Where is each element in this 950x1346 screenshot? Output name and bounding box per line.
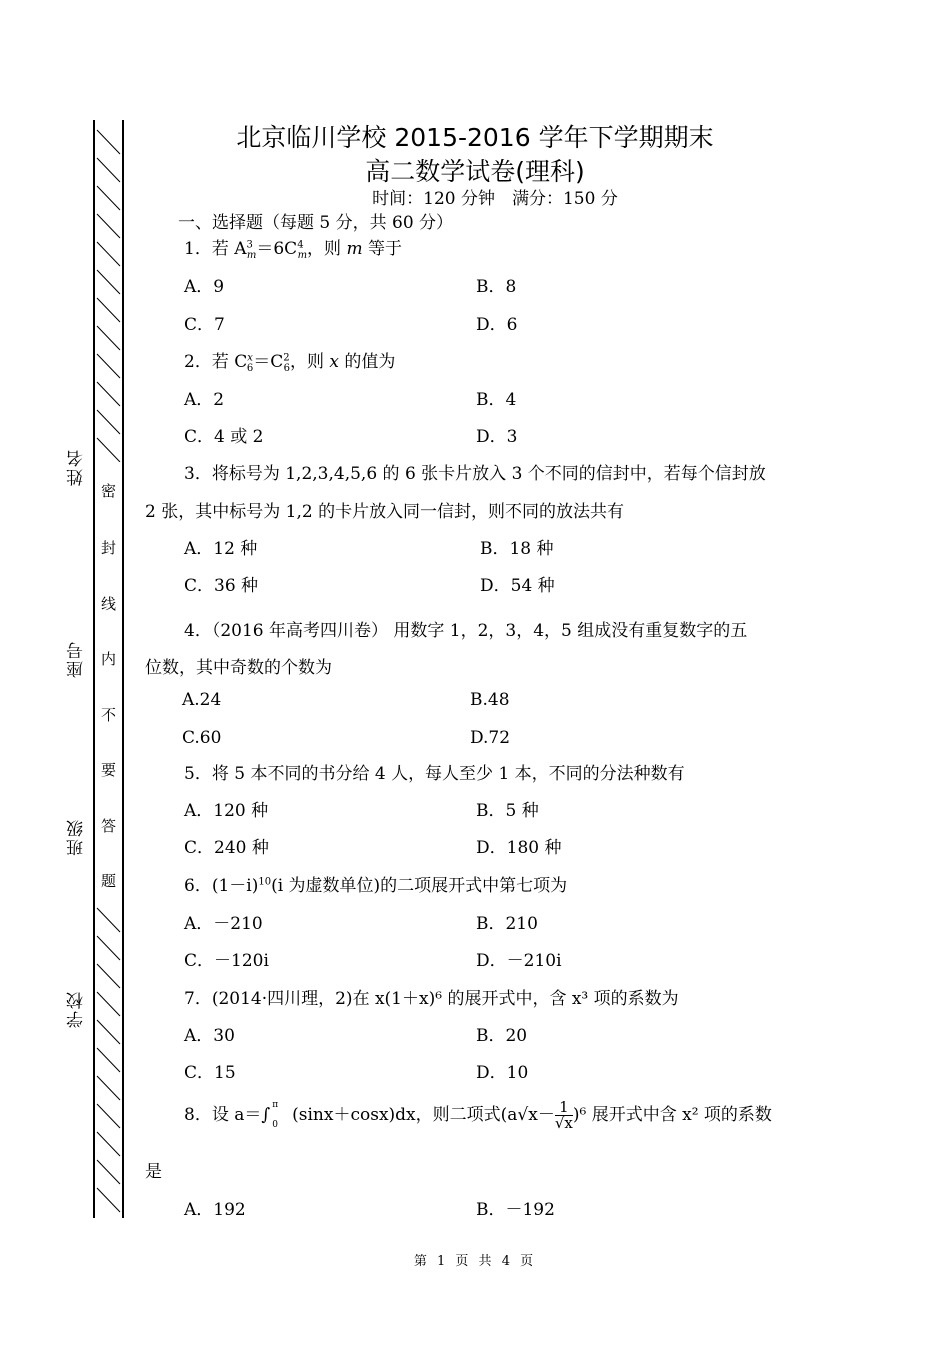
question-1-stem: 1．若 $A^3_m=6C^4_m$，则 m 等于 — [184, 239, 402, 262]
q1-stem-var: m — [346, 239, 363, 259]
q3-option-b[interactable]: B．18 种 — [480, 539, 554, 559]
question-5-stem: 5．将 5 本不同的书分给 4 人，每人至少 1 本，不同的分法种数有 — [184, 764, 685, 784]
q6-option-c[interactable]: C．－120i — [184, 951, 269, 971]
seal-char: 要 — [101, 761, 117, 779]
q4-option-c[interactable]: C.60 — [182, 728, 222, 748]
q5-option-d[interactable]: D．180 种 — [476, 838, 562, 858]
question-6-stem — [184, 871, 567, 896]
section-heading: 一、选择题（每题 5 分，共 60 分） — [178, 213, 454, 233]
seal-char: 题 — [101, 872, 117, 890]
q3-option-d[interactable]: D．54 种 — [480, 576, 555, 596]
q2-option-d[interactable]: D．3 — [476, 427, 518, 447]
q2-stem-b: ＝C — [253, 352, 284, 372]
q5-option-a[interactable]: A．120 种 — [184, 801, 269, 821]
question-4-line-2: 位数，其中奇数的个数为 — [145, 658, 332, 678]
q6-option-d[interactable]: D．－210i — [476, 951, 562, 971]
q2-stem-a: 2．若 C — [184, 352, 248, 372]
seal-char: 内 — [101, 650, 117, 668]
q4-option-a[interactable]: A.24 — [182, 690, 222, 710]
q2-stem-c: ，则 — [290, 352, 330, 372]
question-4-line-1: 4．（2016 年高考四川卷） 用数字 1，2，3，4，5 组成没有重复数字的五 — [184, 621, 748, 641]
q2-stem-d: 的值为 — [339, 352, 396, 372]
q1-option-a[interactable]: A．9 — [184, 277, 225, 297]
q6-option-a[interactable]: A．－210 — [184, 914, 263, 934]
question-2-stem: 2．若 $C^x_6=C^2_6$，则 x 的值为 — [184, 352, 396, 375]
q7-option-d[interactable]: D．10 — [476, 1063, 529, 1083]
q7-option-c[interactable]: C．15 — [184, 1063, 236, 1083]
label-school: 学校 — [67, 990, 87, 1028]
q8-stem-b: (sinx＋cosx)dx，则二项式(a√x－ — [292, 1105, 555, 1125]
q1-option-c[interactable]: C．7 — [184, 315, 225, 335]
q2-option-a[interactable]: A．2 — [184, 390, 225, 410]
q8-stem-a: 8．设 a＝∫ — [184, 1105, 271, 1125]
label-seat: 座号 — [67, 640, 87, 678]
q7-option-a[interactable]: A．30 — [184, 1026, 235, 1046]
q2-option-c[interactable]: C．4 或 2 — [184, 427, 264, 447]
exam-subtitle: 高二数学试卷(理科) — [365, 157, 585, 186]
q4-option-d[interactable]: D.72 — [470, 728, 511, 748]
q2-stem-var: x — [329, 352, 340, 372]
q7-option-b[interactable]: B．20 — [476, 1026, 528, 1046]
seal-char: 密 — [101, 482, 117, 500]
q8-frac-den: √x — [554, 1114, 573, 1132]
q8-frac-num: 1 — [555, 1100, 573, 1116]
q8-option-b[interactable]: B．－192 — [476, 1200, 555, 1220]
q5-option-c[interactable]: C．240 种 — [184, 838, 269, 858]
seal-char: 答 — [101, 817, 117, 835]
q6-stem-a: 6．(1－i) — [184, 876, 259, 896]
q1-option-d[interactable]: D．6 — [476, 315, 518, 335]
question-3-line-2: 2 张，其中标号为 1,2 的卡片放入同一信封，则不同的放法共有 — [145, 502, 625, 522]
exam-title: 北京临川学校 2015-2016 学年下学期期末 — [236, 123, 714, 152]
q4-option-b[interactable]: B.48 — [470, 690, 510, 710]
q6-stem-sup: 10 — [258, 876, 272, 888]
q1-stem-b: ＝6C — [256, 239, 298, 259]
label-class: 班级 — [67, 818, 87, 856]
binding-hatch-bottom — [95, 900, 122, 1216]
binding-line-right — [122, 120, 124, 1218]
question-3-line-1: 3．将标号为 1,2,3,4,5,6 的 6 张卡片放入 3 个不同的信封中，若每个信封放 — [184, 464, 766, 484]
q5-option-b[interactable]: B．5 种 — [476, 801, 539, 821]
q8-fraction — [555, 1100, 573, 1131]
page-footer: 第 1 页 共 4 页 — [413, 1254, 537, 1269]
question-8-stem: 8．设 a＝∫ π 0 (sinx＋cosx)dx，则二项式(a√x－ $\frac{1}{√x}$ )⁶ 展开式中含 x² 项的系数 — [184, 1098, 772, 1132]
exam-meta: 时间：120 分钟 满分：150 分 — [372, 189, 618, 209]
question-8-line-2: 是 — [145, 1162, 162, 1182]
seal-char: 线 — [101, 595, 117, 613]
q2-option-b[interactable]: B．4 — [476, 390, 517, 410]
q6-option-b[interactable]: B．210 — [476, 914, 538, 934]
seal-char: 不 — [101, 706, 117, 724]
q8-stem-c: )⁶ 展开式中含 x² 项的系数 — [572, 1105, 772, 1125]
q1-stem-c: ，则 — [307, 239, 347, 259]
q8-option-a[interactable]: A．192 — [184, 1200, 246, 1220]
q6-stem-b: (i 为虚数单位)的二项展开式中第七项为 — [271, 876, 568, 896]
q1-stem-a: 1．若 A — [184, 239, 247, 259]
label-name: 姓名 — [67, 448, 87, 486]
q3-option-c[interactable]: C．36 种 — [184, 576, 259, 596]
q3-option-a[interactable]: A．12 种 — [184, 539, 258, 559]
q1-stem-d: 等于 — [362, 239, 402, 259]
q1-option-b[interactable]: B．8 — [476, 277, 517, 297]
question-7-stem: 7．(2014·四川理，2)在 x(1＋x)⁶ 的展开式中，含 x³ 项的系数为 — [184, 989, 679, 1009]
seal-char: 封 — [101, 539, 117, 557]
